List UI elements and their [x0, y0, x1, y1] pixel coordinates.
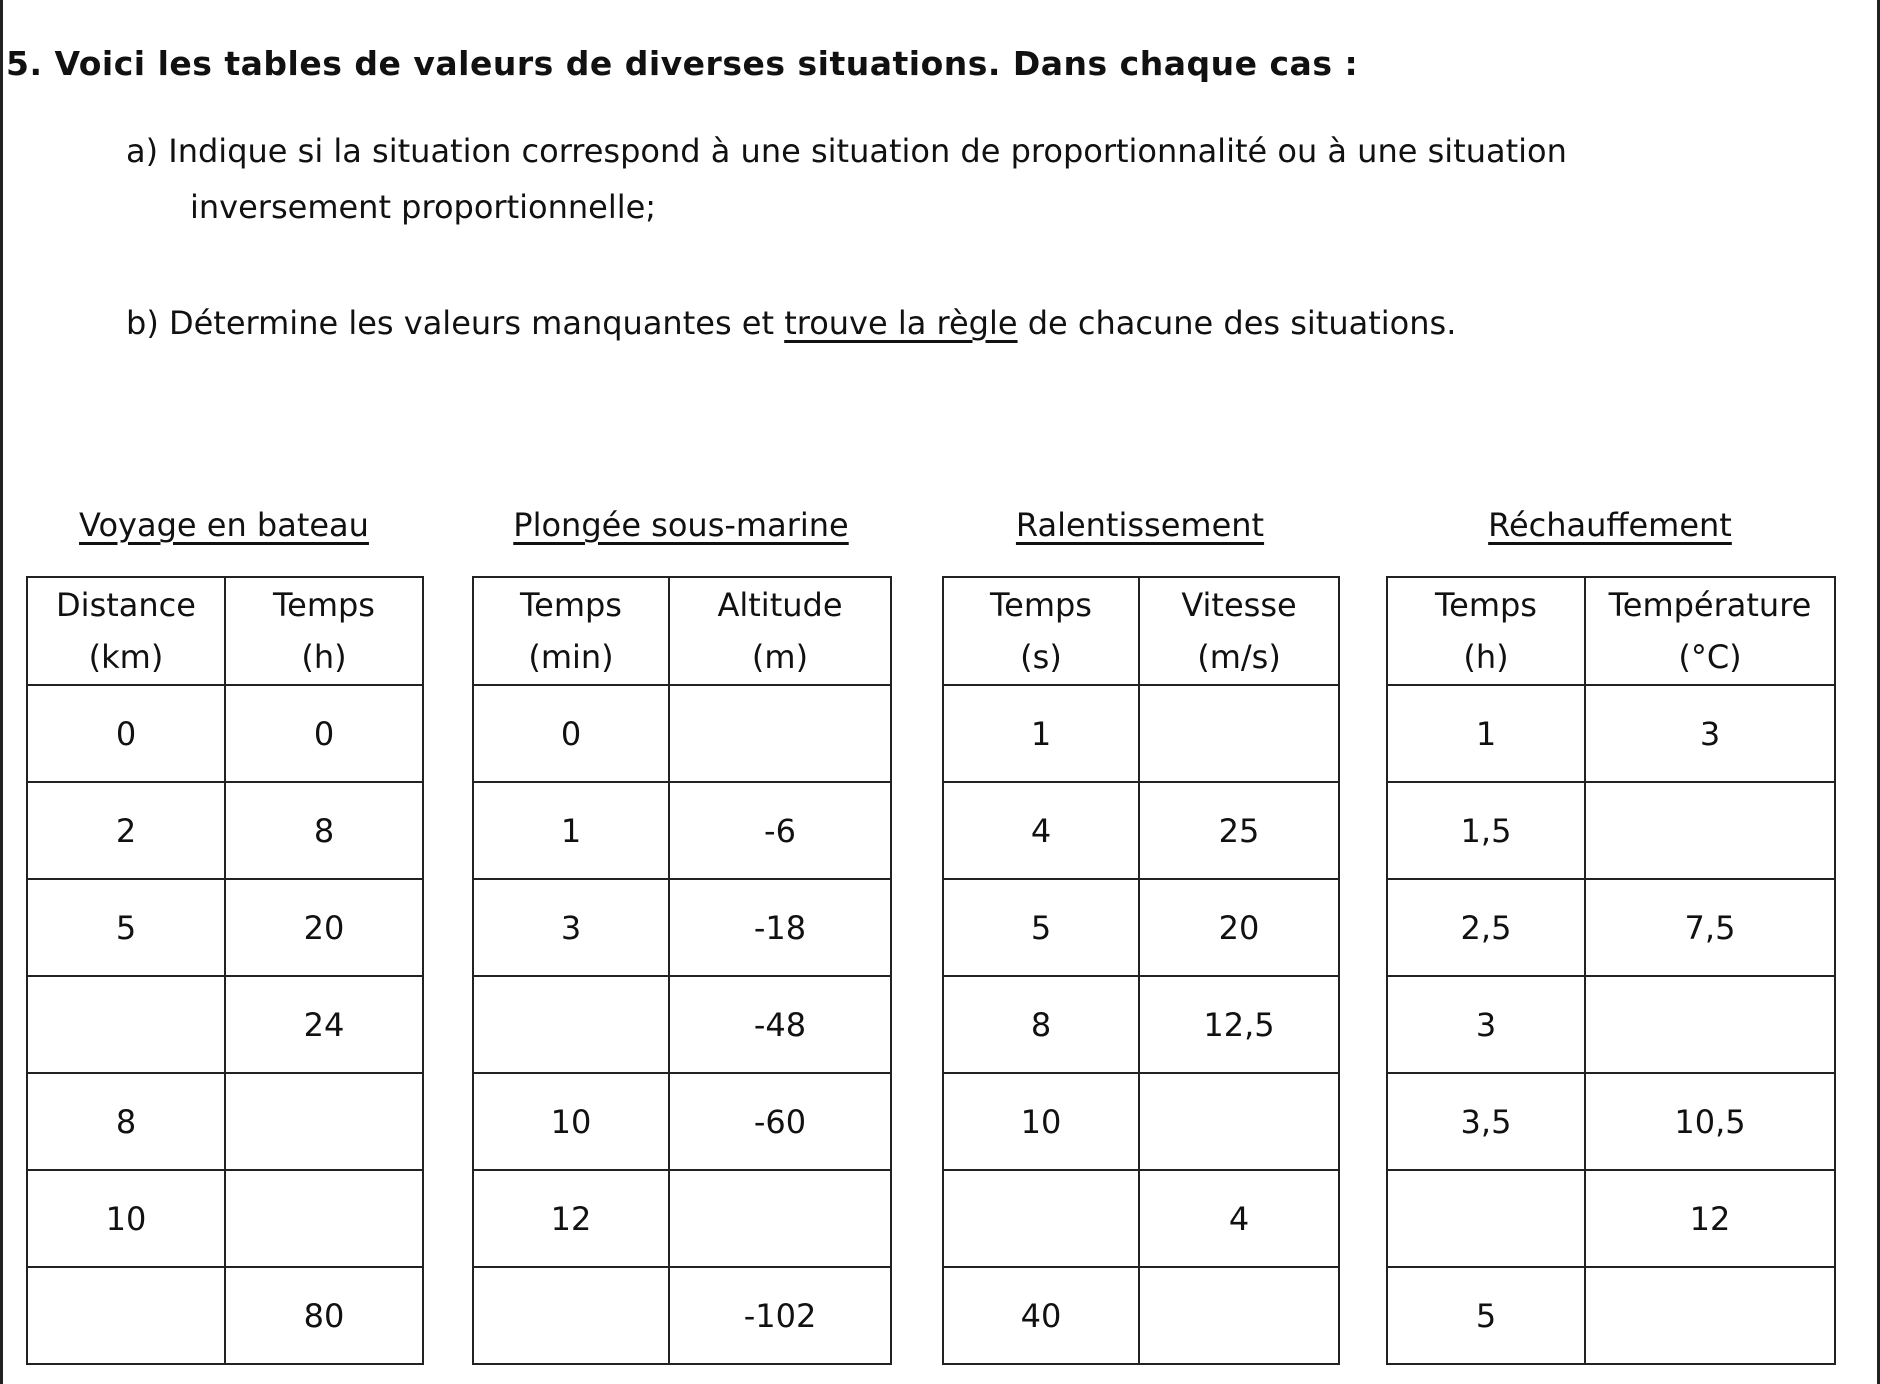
table-cell[interactable]: 25	[1139, 782, 1339, 879]
table-cell[interactable]: 3	[1387, 976, 1585, 1073]
table-row	[943, 879, 1339, 976]
instruction-b-underlined: trouve la règle	[784, 304, 1018, 342]
table-cell[interactable]: 40	[943, 1267, 1139, 1364]
table-cell[interactable]: -18	[669, 879, 891, 976]
table-cell[interactable]: 2,5	[1387, 879, 1585, 976]
table-cell[interactable]	[1387, 1170, 1585, 1267]
table-row	[1387, 976, 1835, 1073]
column-header-vitesse: Vitesse (m/s)	[1139, 577, 1339, 685]
table-row	[473, 879, 891, 976]
table-cell[interactable]: -102	[669, 1267, 891, 1364]
table-row	[1387, 1073, 1835, 1170]
table-row	[1387, 782, 1835, 879]
table-cell[interactable]: 0	[473, 685, 669, 782]
table-row	[943, 1073, 1339, 1170]
table-cell[interactable]: 1	[473, 782, 669, 879]
table-cell[interactable]	[27, 1267, 225, 1364]
column-header-temperature: Température (°C)	[1585, 577, 1835, 685]
table-cell[interactable]: 2	[27, 782, 225, 879]
table-header-row	[943, 577, 1339, 685]
instruction-a-continued: inversement proportionnelle;	[190, 188, 657, 226]
table-cell[interactable]	[1139, 1073, 1339, 1170]
table-row	[27, 685, 423, 782]
table-cell[interactable]	[1585, 782, 1835, 879]
table-cell[interactable]: -6	[669, 782, 891, 879]
table-cell[interactable]	[669, 1170, 891, 1267]
column-header-temps: Temps (h)	[1387, 577, 1585, 685]
table-cell[interactable]: 1	[1387, 685, 1585, 782]
table-row	[27, 782, 423, 879]
instruction-b-suffix: de chacune des situations.	[1017, 304, 1457, 342]
table-title-rechauffement: Réchauffement	[1488, 506, 1732, 544]
table-cell[interactable]: 80	[225, 1267, 423, 1364]
column-header-temps: Temps (s)	[943, 577, 1139, 685]
column-header-distance: Distance (km)	[27, 577, 225, 685]
table-cell[interactable]: 12	[473, 1170, 669, 1267]
column-header-temps: Temps (min)	[473, 577, 669, 685]
table-cell[interactable]: 10	[27, 1170, 225, 1267]
table-row	[473, 1267, 891, 1364]
table-cell[interactable]: 3	[473, 879, 669, 976]
table-cell[interactable]: 8	[27, 1073, 225, 1170]
table-cell[interactable]	[27, 976, 225, 1073]
table-header-row	[27, 577, 423, 685]
table-row	[27, 1267, 423, 1364]
column-header-temps: Temps (h)	[225, 577, 423, 685]
table-cell[interactable]: 0	[225, 685, 423, 782]
table-cell[interactable]	[225, 1170, 423, 1267]
table-cell[interactable]: 5	[1387, 1267, 1585, 1364]
table-cell[interactable]: 1,5	[1387, 782, 1585, 879]
table-row	[943, 782, 1339, 879]
table-row	[27, 1170, 423, 1267]
table-cell[interactable]: 5	[943, 879, 1139, 976]
table-cell[interactable]	[225, 1073, 423, 1170]
table-row	[1387, 1267, 1835, 1364]
table-title-ralentissement: Ralentissement	[1015, 506, 1265, 544]
table-row	[943, 1170, 1339, 1267]
table-plongee-sous-marine	[472, 576, 892, 1365]
table-ralentissement	[942, 576, 1340, 1365]
table-cell[interactable]: 4	[943, 782, 1139, 879]
table-cell[interactable]: 24	[225, 976, 423, 1073]
table-cell[interactable]: 8	[225, 782, 423, 879]
table-cell[interactable]: 5	[27, 879, 225, 976]
table-row	[473, 782, 891, 879]
table-row	[473, 1170, 891, 1267]
table-cell[interactable]	[1585, 1267, 1835, 1364]
table-cell[interactable]: 3,5	[1387, 1073, 1585, 1170]
question-title: 5. Voici les tables de valeurs de diverses situations. Dans chaque cas :	[6, 44, 1359, 83]
table-row	[1387, 1170, 1835, 1267]
table-cell[interactable]: 0	[27, 685, 225, 782]
table-cell[interactable]: 20	[1139, 879, 1339, 976]
table-cell[interactable]: -60	[669, 1073, 891, 1170]
column-header-altitude: Altitude (m)	[669, 577, 891, 685]
table-cell[interactable]: 10,5	[1585, 1073, 1835, 1170]
table-row	[943, 685, 1339, 782]
table-cell[interactable]	[1139, 1267, 1339, 1364]
table-row	[473, 1073, 891, 1170]
table-cell[interactable]: 7,5	[1585, 879, 1835, 976]
table-cell[interactable]: 12	[1585, 1170, 1835, 1267]
table-title-plongee-sous-marine: Plongée sous-marine	[513, 506, 849, 544]
table-cell[interactable]: 12,5	[1139, 976, 1339, 1073]
table-cell[interactable]: 20	[225, 879, 423, 976]
table-cell[interactable]	[473, 976, 669, 1073]
table-cell[interactable]	[1139, 685, 1339, 782]
page-border-left	[0, 0, 3, 1384]
table-cell[interactable]: 8	[943, 976, 1139, 1073]
table-row	[27, 976, 423, 1073]
table-cell[interactable]: 3	[1585, 685, 1835, 782]
table-cell[interactable]: -48	[669, 976, 891, 1073]
table-row	[27, 1073, 423, 1170]
table-cell[interactable]	[943, 1170, 1139, 1267]
table-cell[interactable]: 10	[473, 1073, 669, 1170]
table-row	[1387, 685, 1835, 782]
instruction-b	[126, 304, 1456, 342]
table-row	[1387, 879, 1835, 976]
table-row	[473, 976, 891, 1073]
table-cell[interactable]	[1585, 976, 1835, 1073]
table-header-row	[473, 577, 891, 685]
instruction-a: a) Indique si la situation correspond à une situation de proportionnalité ou à une situation	[126, 132, 1567, 170]
table-cell[interactable]: 10	[943, 1073, 1139, 1170]
table-voyage-en-bateau	[26, 576, 424, 1365]
table-header-row	[1387, 577, 1835, 685]
table-row	[943, 976, 1339, 1073]
table-row	[27, 879, 423, 976]
table-cell[interactable]: 1	[943, 685, 1139, 782]
table-cell[interactable]	[669, 685, 891, 782]
table-rechauffement	[1386, 576, 1836, 1365]
instruction-b-prefix: b) Détermine les valeurs manquantes et	[126, 304, 785, 342]
table-cell[interactable]	[473, 1267, 669, 1364]
table-row	[473, 685, 891, 782]
table-row	[943, 1267, 1339, 1364]
table-title-voyage-en-bateau: Voyage en bateau	[79, 506, 369, 544]
table-cell[interactable]: 4	[1139, 1170, 1339, 1267]
